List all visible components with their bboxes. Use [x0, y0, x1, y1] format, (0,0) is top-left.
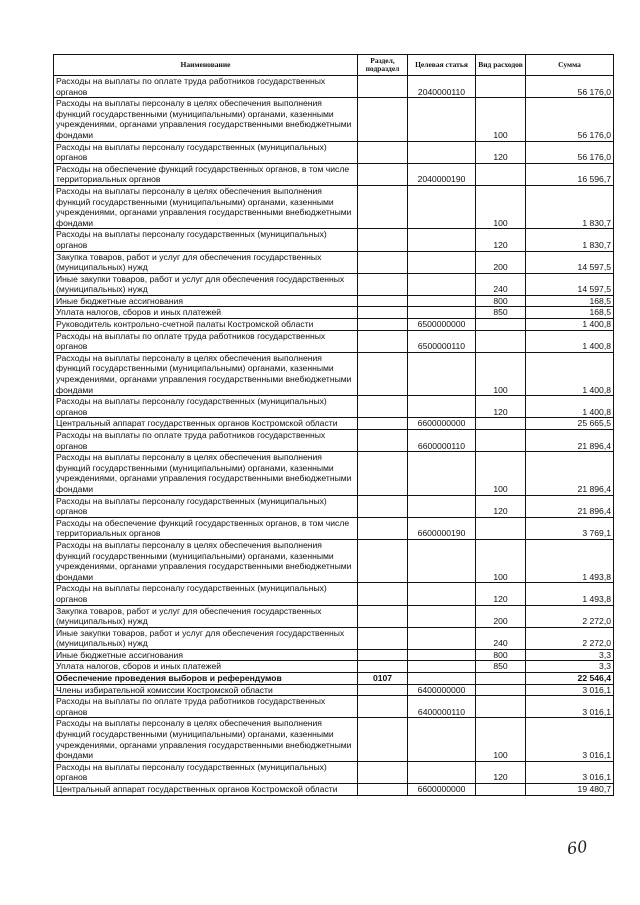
cell-kind [476, 684, 526, 696]
cell-sum: 2 272,0 [526, 605, 614, 627]
cell-target [408, 495, 476, 517]
cell-name: Центральный аппарат государственных органов Костромской области [54, 418, 358, 430]
table-row [54, 583, 614, 605]
cell-target [408, 396, 476, 418]
cell-sum: 22 546,4 [526, 673, 614, 685]
header-name: Наименование [54, 55, 358, 76]
table-row [54, 229, 614, 251]
cell-section [358, 430, 408, 452]
cell-target [408, 352, 476, 395]
cell-kind: 850 [476, 307, 526, 319]
table-row [54, 452, 614, 495]
cell-kind [476, 418, 526, 430]
cell-target [408, 295, 476, 307]
cell-section [358, 784, 408, 796]
cell-sum: 1 400,8 [526, 330, 614, 352]
cell-kind: 100 [476, 98, 526, 141]
cell-sum: 1 400,8 [526, 396, 614, 418]
cell-section [358, 319, 408, 331]
header-sum: Сумма [526, 55, 614, 76]
cell-kind: 200 [476, 605, 526, 627]
cell-sum: 3 016,1 [526, 718, 614, 761]
cell-section [358, 141, 408, 163]
cell-section [358, 761, 408, 783]
table-row [54, 330, 614, 352]
table-row [54, 684, 614, 696]
cell-sum: 3,3 [526, 649, 614, 661]
cell-target: 6500000000 [408, 319, 476, 331]
cell-section [358, 661, 408, 673]
cell-section [358, 273, 408, 295]
cell-target [408, 661, 476, 673]
cell-section [358, 684, 408, 696]
table-row [54, 627, 614, 649]
cell-sum: 21 896,4 [526, 495, 614, 517]
cell-section [358, 163, 408, 185]
cell-name: Центральный аппарат государственных органов Костромской области [54, 784, 358, 796]
table-row [54, 251, 614, 273]
cell-section [358, 330, 408, 352]
table-row [54, 307, 614, 319]
cell-sum: 1 830,7 [526, 185, 614, 228]
cell-kind: 120 [476, 141, 526, 163]
cell-section [358, 295, 408, 307]
cell-sum: 56 176,0 [526, 98, 614, 141]
cell-target: 6600000110 [408, 430, 476, 452]
cell-name: Члены избирательной комиссии Костромской области [54, 684, 358, 696]
table-row [54, 396, 614, 418]
cell-name: Закупка товаров, работ и услуг для обеспечения государственных (муниципальных) нужд [54, 605, 358, 627]
cell-name: Иные закупки товаров, работ и услуг для обеспечения государственных (муниципальных) нужд [54, 273, 358, 295]
cell-name: Расходы на выплаты персоналу государственных (муниципальных) органов [54, 229, 358, 251]
cell-name: Расходы на выплаты персоналу в целях обеспечения выполнения функций государственными (муниципальными) органами, казенными учреждениями, органами управления государственными внебюджетными фондами [54, 718, 358, 761]
header-section: Раздел, подраздел [358, 55, 408, 76]
cell-target: 6400000000 [408, 684, 476, 696]
budget-table [53, 54, 614, 796]
cell-kind [476, 517, 526, 539]
cell-kind: 240 [476, 273, 526, 295]
cell-section [358, 396, 408, 418]
table-row [54, 495, 614, 517]
cell-section [358, 418, 408, 430]
cell-section [358, 185, 408, 228]
cell-sum: 3,3 [526, 661, 614, 673]
cell-target [408, 539, 476, 582]
table-row [54, 141, 614, 163]
cell-target: 6400000110 [408, 696, 476, 718]
table-row [54, 163, 614, 185]
cell-kind: 800 [476, 649, 526, 661]
cell-name: Иные бюджетные ассигнования [54, 295, 358, 307]
cell-sum: 3 016,1 [526, 696, 614, 718]
cell-section [358, 98, 408, 141]
table-row [54, 661, 614, 673]
table-row [54, 761, 614, 783]
header-target: Целевая статья [408, 55, 476, 76]
cell-sum: 2 272,0 [526, 627, 614, 649]
cell-name: Расходы на выплаты персоналу государственных (муниципальных) органов [54, 583, 358, 605]
cell-target: 6500000110 [408, 330, 476, 352]
cell-target [408, 273, 476, 295]
cell-section: 0107 [358, 673, 408, 685]
cell-name: Иные бюджетные ассигнования [54, 649, 358, 661]
cell-name: Руководитель контрольно-счетной палаты Костромской области [54, 319, 358, 331]
cell-sum: 56 176,0 [526, 141, 614, 163]
cell-section [358, 583, 408, 605]
cell-kind [476, 696, 526, 718]
table-row [54, 273, 614, 295]
table-row [54, 649, 614, 661]
cell-sum: 1 493,8 [526, 583, 614, 605]
cell-name: Расходы на выплаты персоналу государственных (муниципальных) органов [54, 141, 358, 163]
cell-target [408, 229, 476, 251]
cell-kind: 100 [476, 718, 526, 761]
table-row [54, 673, 614, 685]
cell-kind [476, 673, 526, 685]
cell-target [408, 452, 476, 495]
cell-sum: 3 769,1 [526, 517, 614, 539]
cell-name: Расходы на выплаты персоналу государственных (муниципальных) органов [54, 761, 358, 783]
cell-section [358, 718, 408, 761]
cell-kind: 120 [476, 761, 526, 783]
cell-name: Расходы на выплаты по оплате труда работников государственных органов [54, 696, 358, 718]
cell-sum: 14 597,5 [526, 251, 614, 273]
cell-section [358, 452, 408, 495]
table-row [54, 418, 614, 430]
cell-section [358, 495, 408, 517]
cell-target [408, 673, 476, 685]
table-row [54, 605, 614, 627]
cell-kind: 240 [476, 627, 526, 649]
cell-name: Расходы на выплаты персоналу в целях обеспечения выполнения функций государственными (муниципальными) органами, казенными учреждениями, органами управления государственными внебюджетными фондами [54, 539, 358, 582]
cell-section [358, 696, 408, 718]
cell-kind: 200 [476, 251, 526, 273]
table-header-row [54, 55, 614, 76]
cell-sum: 16 596,7 [526, 163, 614, 185]
cell-section [358, 251, 408, 273]
page-number: 60 [565, 836, 589, 859]
cell-target [408, 605, 476, 627]
cell-kind: 100 [476, 185, 526, 228]
cell-name: Расходы на выплаты персоналу в целях обеспечения выполнения функций государственными (муниципальными) органами, казенными учреждениями, органами управления государственными внебюджетными фондами [54, 352, 358, 395]
cell-kind [476, 784, 526, 796]
table-row [54, 185, 614, 228]
table-row [54, 352, 614, 395]
table-row [54, 539, 614, 582]
cell-section [358, 649, 408, 661]
cell-sum: 21 896,4 [526, 430, 614, 452]
table-row [54, 98, 614, 141]
cell-kind [476, 76, 526, 98]
table-body [54, 76, 614, 796]
cell-target: 2040000110 [408, 76, 476, 98]
cell-name: Уплата налогов, сборов и иных платежей [54, 661, 358, 673]
cell-kind: 120 [476, 583, 526, 605]
cell-name: Расходы на выплаты персоналу в целях обеспечения выполнения функций государственными (муниципальными) органами, казенными учреждениями, органами управления государственными внебюджетными фондами [54, 98, 358, 141]
table-row [54, 784, 614, 796]
cell-name: Обеспечение проведения выборов и референдумов [54, 673, 358, 685]
cell-kind [476, 430, 526, 452]
cell-sum: 1 400,8 [526, 319, 614, 331]
cell-target [408, 251, 476, 273]
cell-sum: 19 480,7 [526, 784, 614, 796]
cell-kind [476, 319, 526, 331]
cell-name: Иные закупки товаров, работ и услуг для обеспечения государственных (муниципальных) нужд [54, 627, 358, 649]
cell-target: 6600000000 [408, 784, 476, 796]
cell-kind: 120 [476, 495, 526, 517]
cell-name: Уплата налогов, сборов и иных платежей [54, 307, 358, 319]
table-row [54, 430, 614, 452]
cell-target [408, 761, 476, 783]
cell-sum: 56 176,0 [526, 76, 614, 98]
cell-kind: 850 [476, 661, 526, 673]
cell-sum: 3 016,1 [526, 761, 614, 783]
cell-section [358, 76, 408, 98]
cell-section [358, 229, 408, 251]
cell-kind: 800 [476, 295, 526, 307]
cell-target: 6600000190 [408, 517, 476, 539]
cell-sum: 25 665,5 [526, 418, 614, 430]
cell-kind: 100 [476, 539, 526, 582]
cell-kind [476, 330, 526, 352]
cell-sum: 1 493,8 [526, 539, 614, 582]
cell-name: Расходы на выплаты по оплате труда работников государственных органов [54, 330, 358, 352]
cell-section [358, 605, 408, 627]
header-kind: Вид расходов [476, 55, 526, 76]
cell-sum: 1 400,8 [526, 352, 614, 395]
table-row [54, 718, 614, 761]
cell-name: Расходы на выплаты персоналу в целях обеспечения выполнения функций государственными (муниципальными) органами, казенными учреждениями, органами управления государственными внебюджетными фондами [54, 452, 358, 495]
cell-target: 2040000190 [408, 163, 476, 185]
cell-kind: 100 [476, 452, 526, 495]
cell-target [408, 98, 476, 141]
cell-name: Расходы на выплаты по оплате труда работников государственных органов [54, 430, 358, 452]
cell-target [408, 718, 476, 761]
cell-kind [476, 163, 526, 185]
cell-name: Закупка товаров, работ и услуг для обеспечения государственных (муниципальных) нужд [54, 251, 358, 273]
cell-name: Расходы на обеспечение функций государственных органов, в том числе территориальных органов [54, 163, 358, 185]
cell-target: 6600000000 [408, 418, 476, 430]
cell-target [408, 649, 476, 661]
cell-name: Расходы на выплаты персоналу в целях обеспечения выполнения функций государственными (муниципальными) органами, казенными учреждениями, органами управления государственными внебюджетными фондами [54, 185, 358, 228]
cell-kind: 120 [476, 229, 526, 251]
cell-sum: 3 016,1 [526, 684, 614, 696]
table-row [54, 76, 614, 98]
cell-section [358, 517, 408, 539]
cell-section [358, 627, 408, 649]
table-row [54, 319, 614, 331]
cell-kind: 100 [476, 352, 526, 395]
table-row [54, 295, 614, 307]
cell-target [408, 627, 476, 649]
cell-sum: 168,5 [526, 295, 614, 307]
cell-sum: 1 830,7 [526, 229, 614, 251]
table-row [54, 517, 614, 539]
cell-kind: 120 [476, 396, 526, 418]
cell-target [408, 141, 476, 163]
table-row [54, 696, 614, 718]
cell-name: Расходы на выплаты персоналу государственных (муниципальных) органов [54, 396, 358, 418]
cell-name: Расходы на выплаты персоналу государственных (муниципальных) органов [54, 495, 358, 517]
cell-section [358, 352, 408, 395]
cell-target [408, 583, 476, 605]
cell-section [358, 307, 408, 319]
cell-sum: 168,5 [526, 307, 614, 319]
cell-target [408, 307, 476, 319]
cell-name: Расходы на обеспечение функций государственных органов, в том числе территориальных органов [54, 517, 358, 539]
cell-section [358, 539, 408, 582]
cell-sum: 21 896,4 [526, 452, 614, 495]
cell-name: Расходы на выплаты по оплате труда работников государственных органов [54, 76, 358, 98]
cell-target [408, 185, 476, 228]
cell-sum: 14 597,5 [526, 273, 614, 295]
